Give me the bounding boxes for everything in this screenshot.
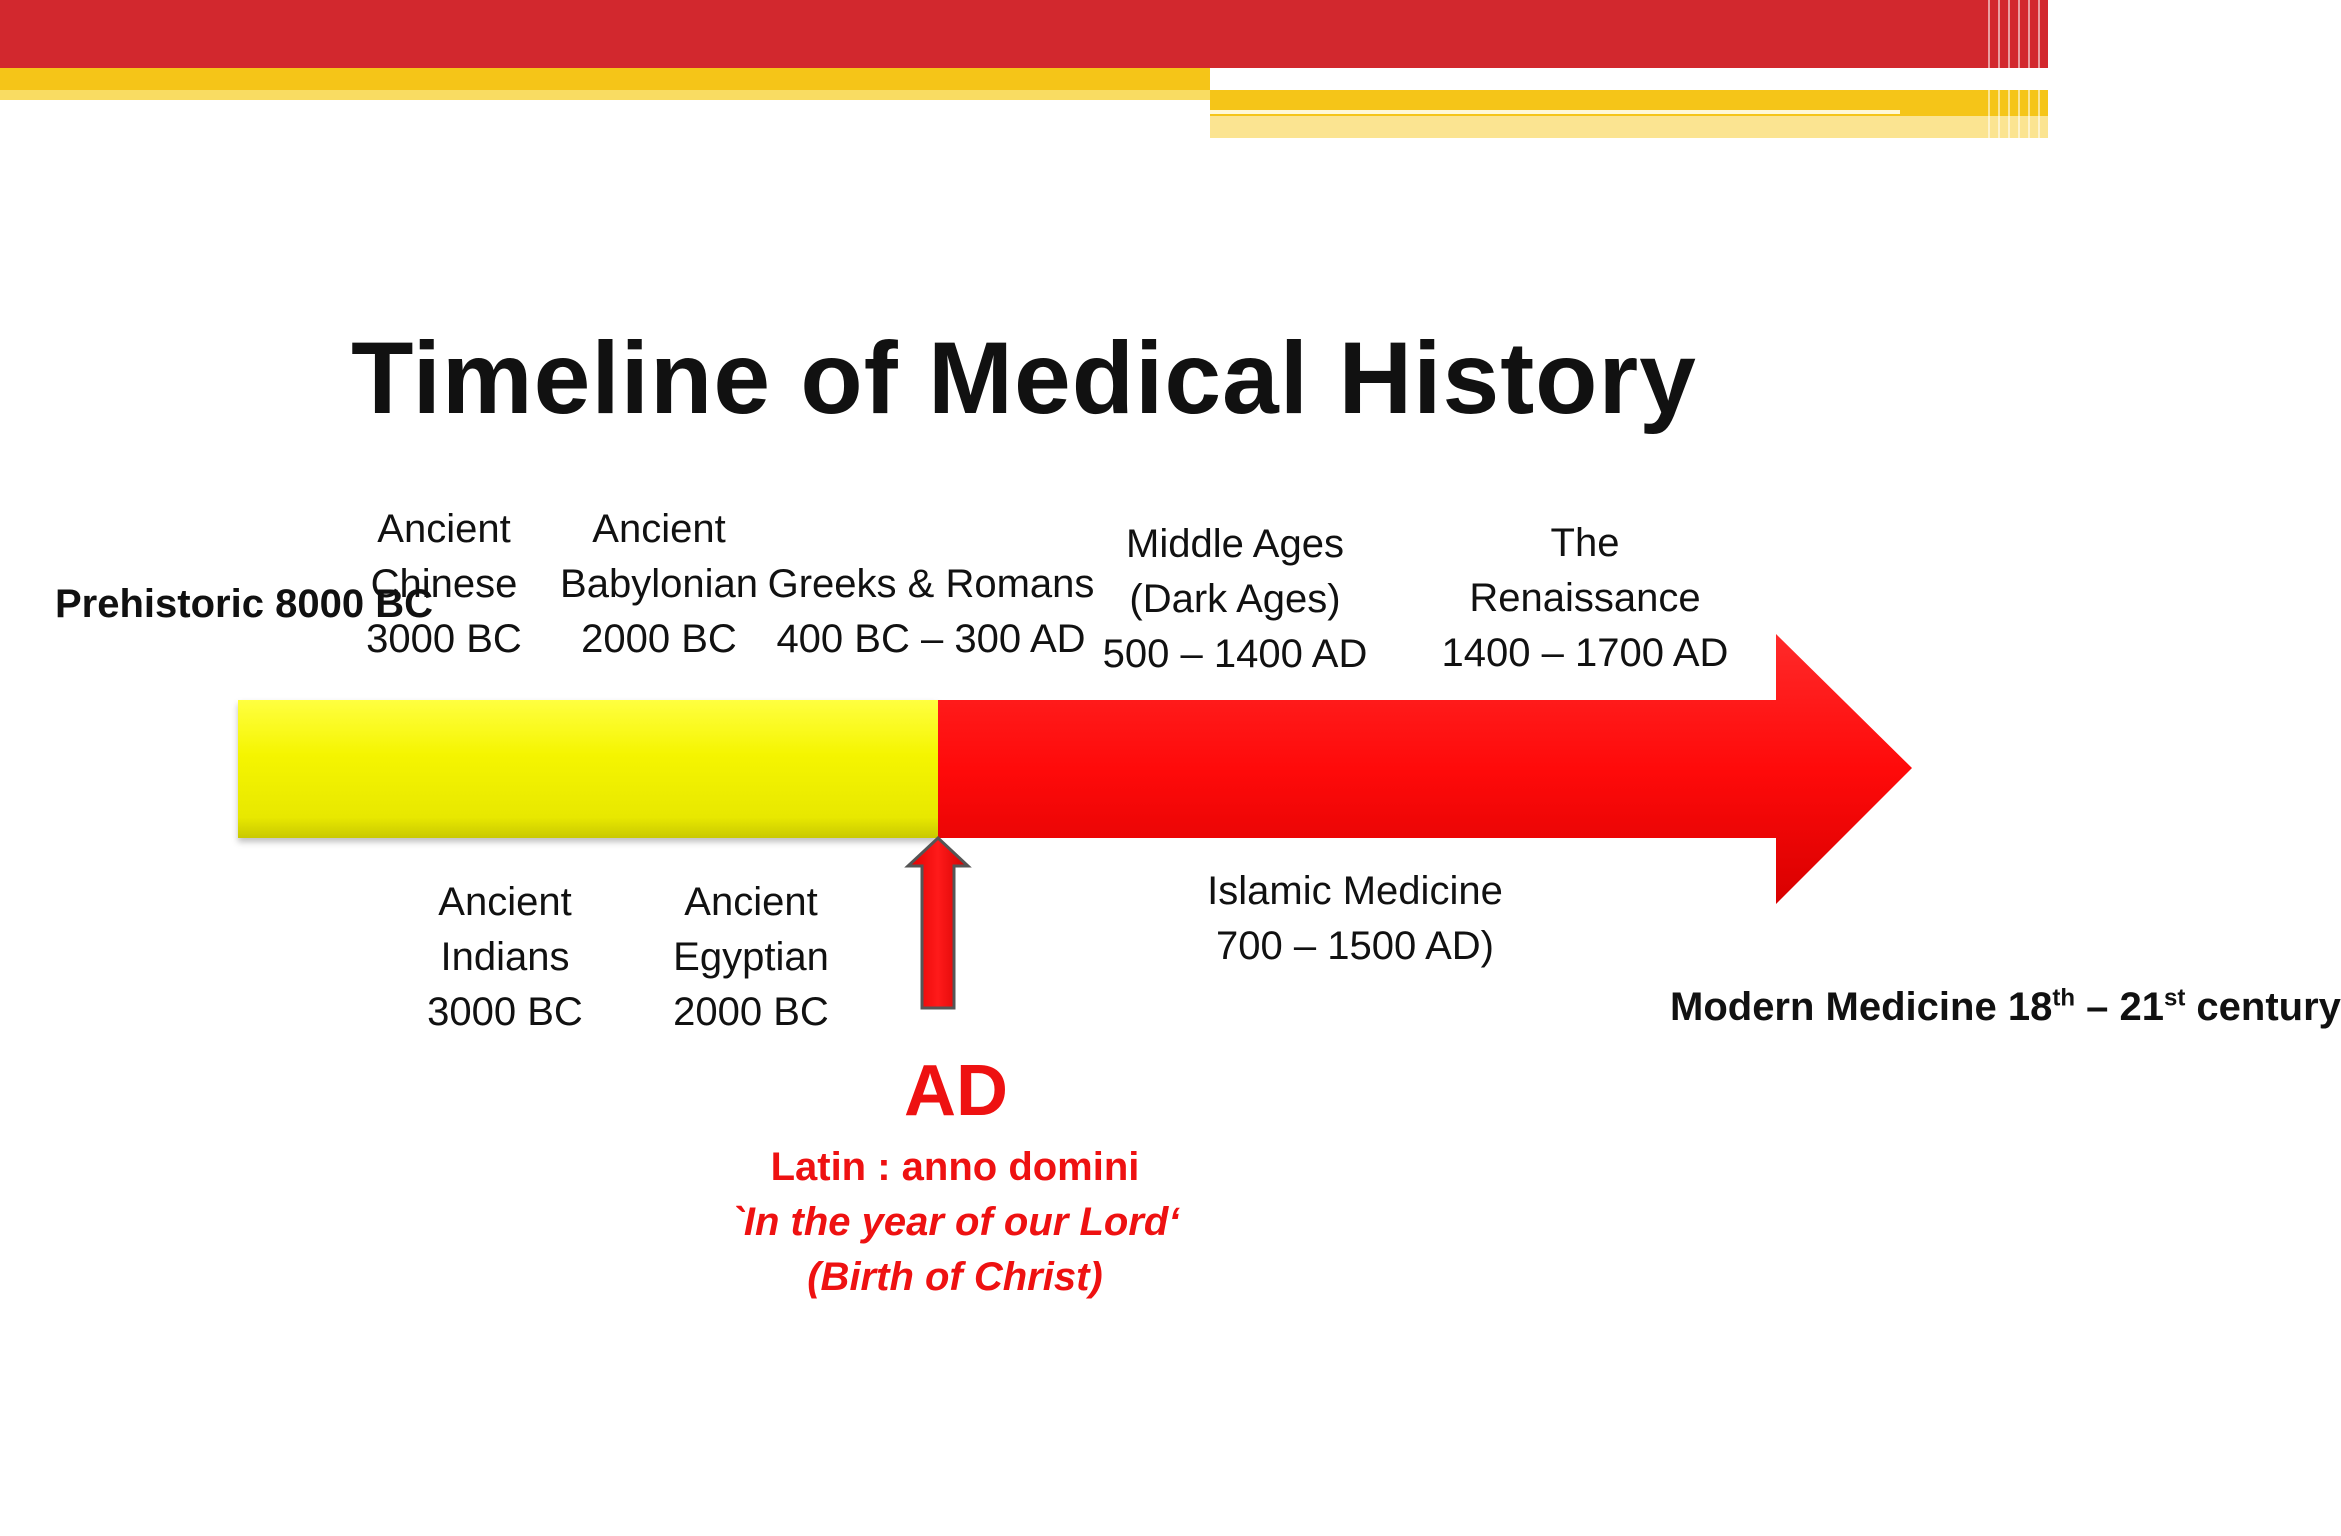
era-renaissance: The Renaissance 1400 – 1700 AD bbox=[1441, 521, 1729, 675]
modern-medicine-century: 18th – 21st century bbox=[2007, 984, 2341, 1029]
era-islamic-medicine: Islamic Medicine 700 – 1500 AD) bbox=[1207, 869, 1503, 968]
era-modern-medicine: Modern Medicine 18th – 21st century bbox=[1670, 984, 2341, 1029]
slide-title: Timeline of Medical History bbox=[351, 321, 1697, 435]
era-middle-ages: Middle Ages (Dark Ages) 500 – 1400 AD bbox=[1102, 522, 1368, 676]
era-ancient-chinese: Ancient Chinese 3000 BC bbox=[366, 507, 522, 661]
era-greeks-romans: Greeks & Romans 400 BC – 300 AD bbox=[767, 562, 1095, 661]
era-ancient-indians: Ancient Indians 3000 BC bbox=[427, 880, 583, 1034]
ad-pointer-arrow bbox=[908, 838, 968, 1008]
ad-heading: AD bbox=[904, 1051, 1008, 1131]
ad-definition: Latin : anno domini `In the year of our Lord‘ (Birth of Christ) bbox=[730, 1145, 1180, 1299]
era-ancient-egyptian: Ancient Egyptian 2000 BC bbox=[673, 880, 829, 1034]
era-ancient-babylonian: Ancient Babylonian 2000 BC bbox=[560, 507, 758, 661]
era-prehistoric: Prehistoric 8000 BC bbox=[55, 582, 433, 626]
